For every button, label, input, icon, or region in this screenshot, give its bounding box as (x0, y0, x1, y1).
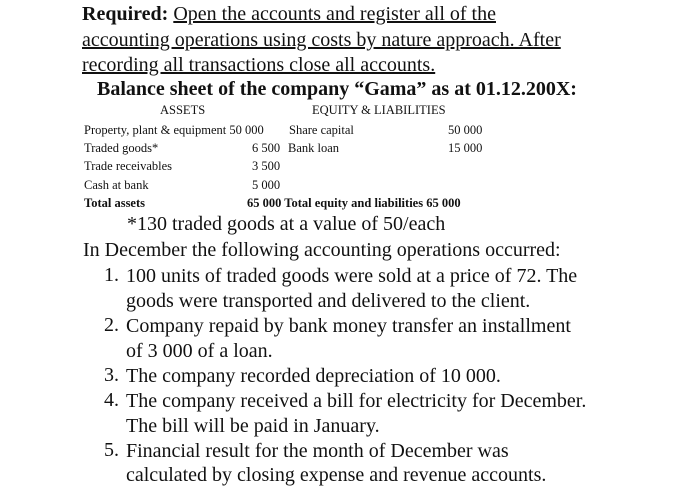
totals-line: 65 000 Total equity and liabilities 65 000 (247, 196, 461, 210)
required-line-2 (82, 28, 561, 52)
operation-5-line-2: calculated by closing expense and revenue accounts. (126, 464, 547, 486)
asset-cash-at-bank-value: 5 000 (252, 178, 281, 192)
equity-bank-loan: Bank loan (288, 141, 340, 155)
asset-cash-at-bank: Cash at bank (84, 178, 149, 192)
asset-traded-goods-value: 6 500 (252, 141, 281, 155)
required-line-1 (82, 2, 496, 26)
required-text-1: Open the accounts and register all of the (173, 3, 496, 25)
required-line-3 (82, 53, 435, 77)
operation-number: 2. (104, 314, 119, 336)
operation-2-line-2: of 3 000 of a loan. (126, 340, 273, 362)
operation-number: 1. (104, 264, 119, 286)
operation-number: 3. (104, 364, 119, 386)
operations-intro: In December the following accounting operations occurred: (83, 239, 561, 261)
equity-bank-loan-value: 15 000 (448, 141, 483, 155)
equity-share-capital-value: 50 000 (448, 123, 483, 137)
equity-header: EQUITY & LIABILITIES (312, 103, 446, 117)
assets-header: ASSETS (160, 103, 206, 117)
asset-trade-receivables-value: 3 500 (252, 159, 281, 173)
operation-number: 5. (104, 439, 119, 461)
operation-4-line-1: The company received a bill for electricity for December. (126, 390, 587, 412)
operation-5-line-1: Financial result for the month of December was (126, 440, 509, 462)
total-assets-label: Total assets (84, 196, 146, 210)
operation-1-line-1: 100 units of traded goods were sold at a price of 72. The (126, 265, 578, 287)
asset-traded-goods: Traded goods* (84, 141, 159, 155)
operation-3-line-1: The company recorded depreciation of 10 000. (126, 365, 501, 387)
equity-share-capital: Share capital (289, 123, 354, 137)
asset-ppe: Property, plant & equipment 50 000 (84, 123, 264, 137)
required-text-3: recording all transactions close all accounts. (82, 54, 436, 76)
operation-number: 4. (104, 389, 119, 411)
operation-1-line-2: goods were transported and delivered to the client. (126, 290, 531, 312)
operation-2-line-1: Company repaid by bank money transfer an installment (126, 315, 571, 337)
balance-sheet-title: Balance sheet of the company “Gama” as at 01.12.200X: (97, 78, 577, 100)
required-label: Required: (82, 3, 169, 25)
operation-4-line-2: The bill will be paid in January. (126, 415, 380, 437)
required-text-2: accounting operations using costs by nature approach. After (82, 29, 561, 51)
asset-trade-receivables: Trade receivables (84, 159, 173, 173)
traded-goods-note: *130 traded goods at a value of 50/each (127, 213, 446, 235)
